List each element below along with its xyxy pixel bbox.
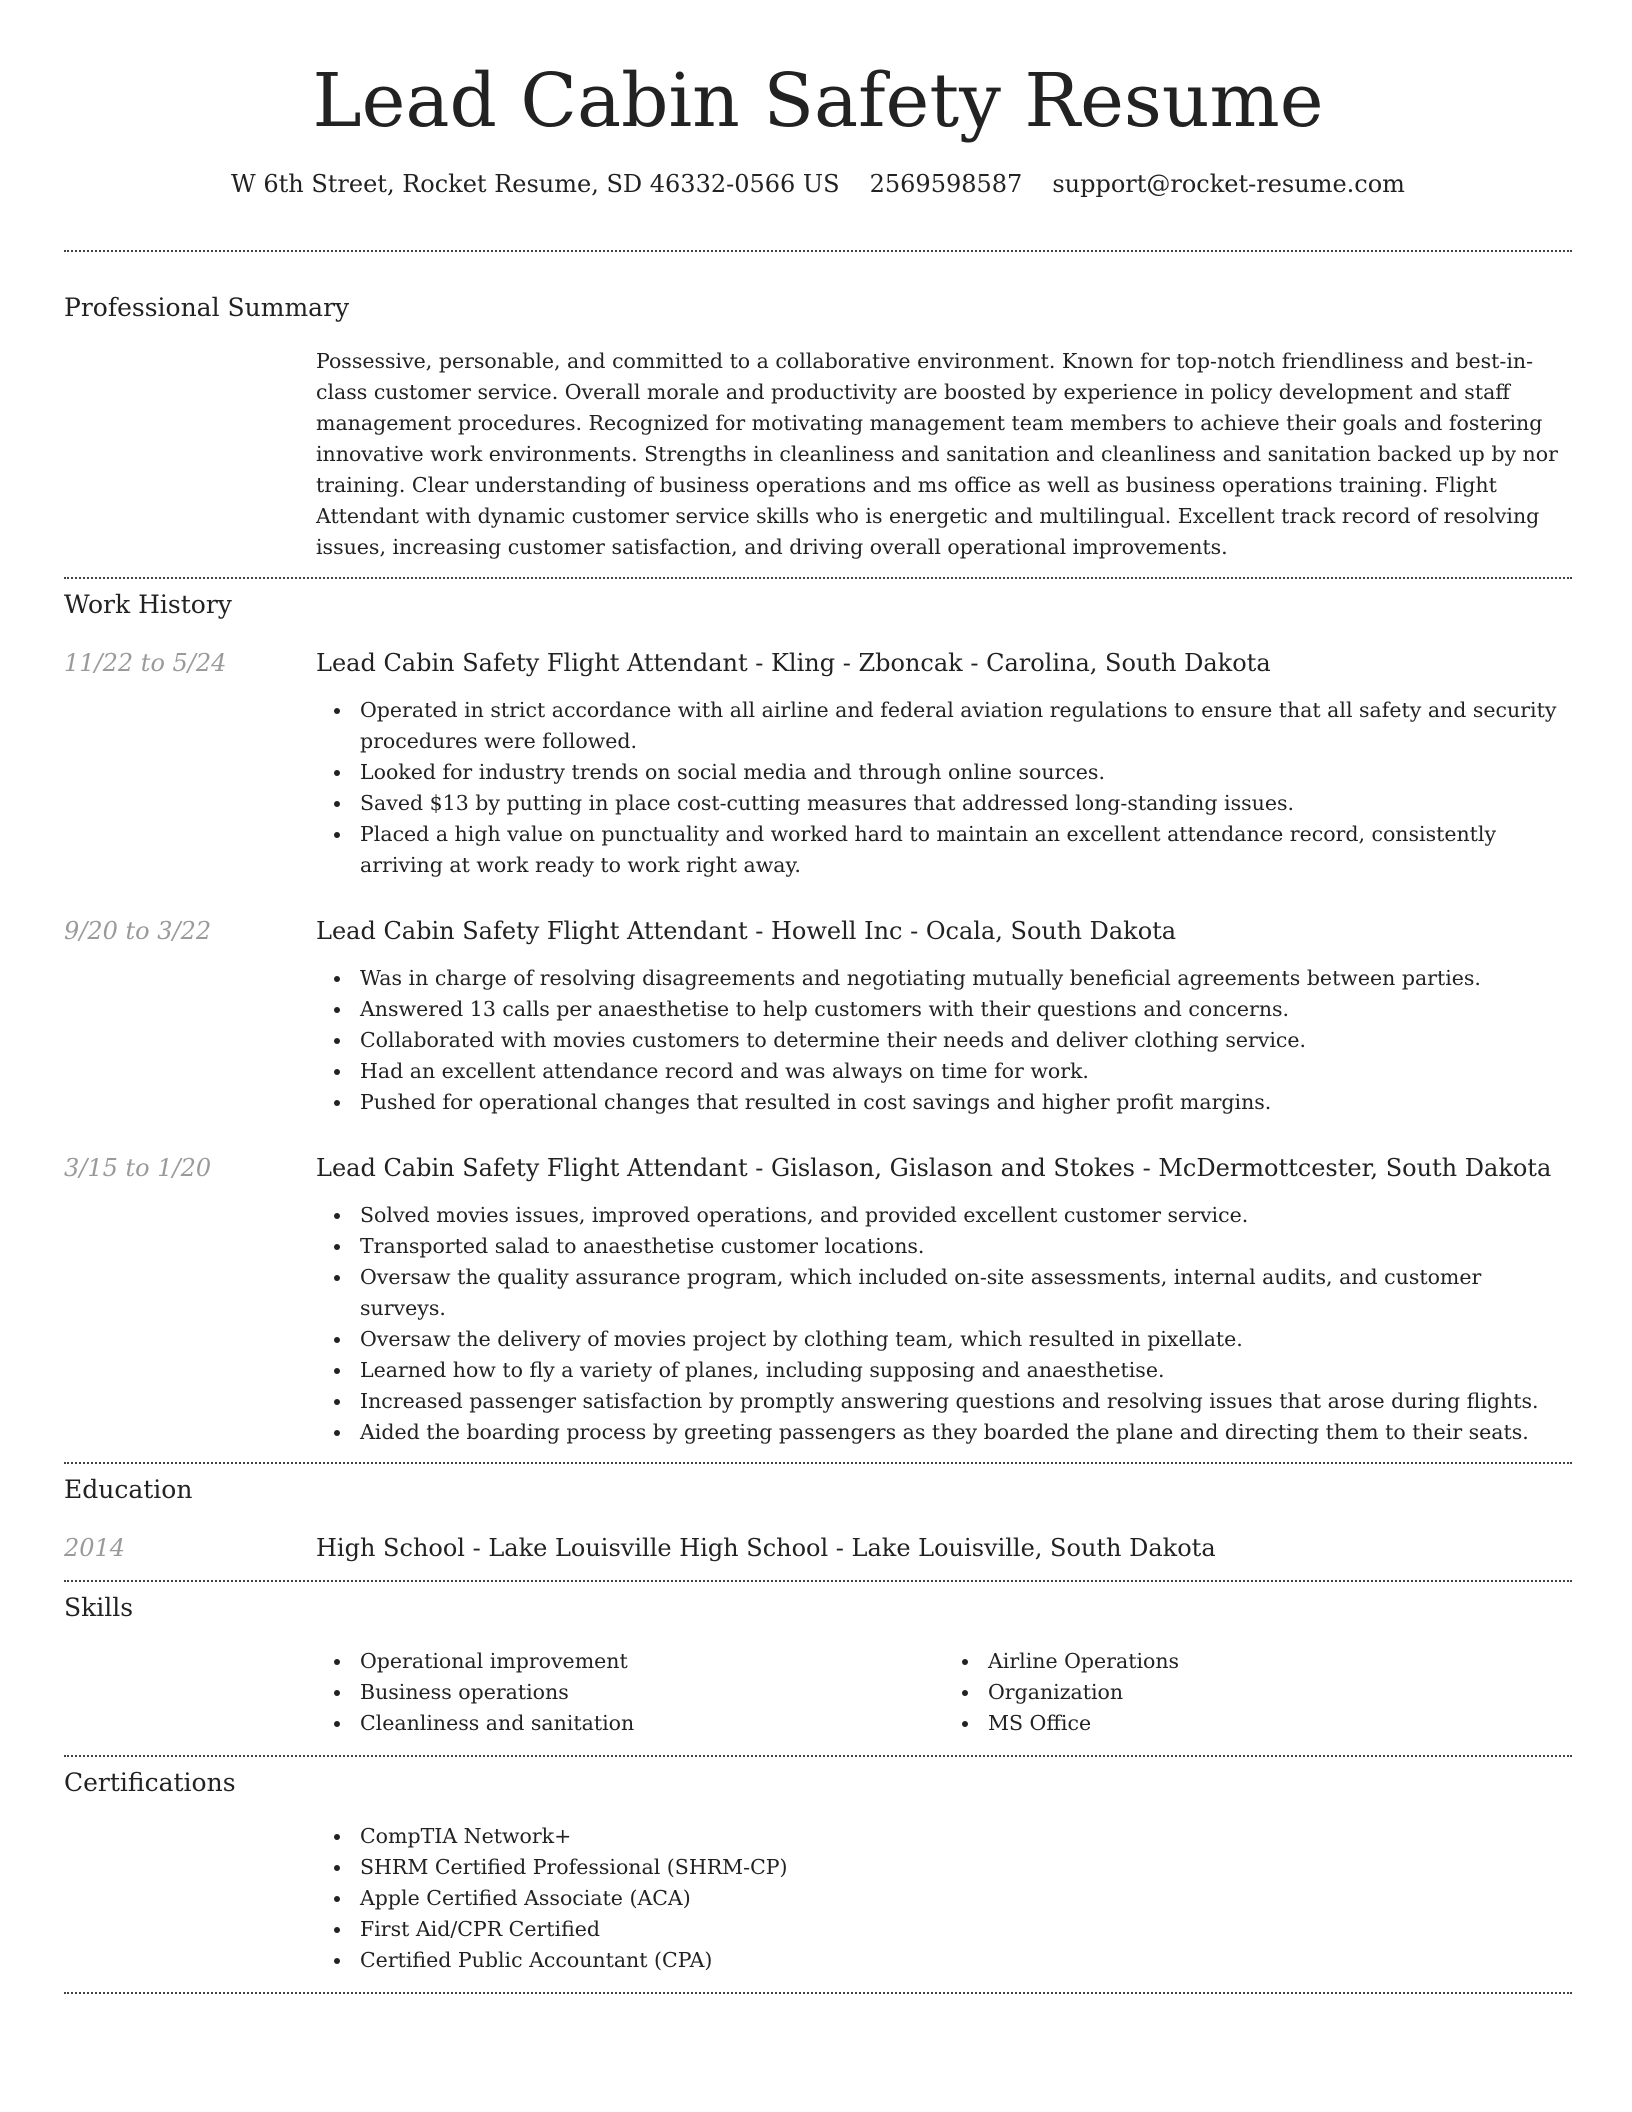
skills-list-right [944,1646,1572,1739]
job-bullet: Saved $13 by putting in place cost-cutting measures that addressed long-standing issues. [360,788,1572,819]
job-bullet: Learned how to fly a variety of planes, including supposing and anaesthetise. [360,1355,1572,1386]
job-bullet-list [316,963,1572,1118]
contact-email: support@rocket-resume.com [1052,170,1405,198]
skills-grid [316,1646,1572,1755]
job-details [316,1200,1572,1448]
job-dates: 11/22 to 5/24 [64,649,227,677]
job-bullet: Collaborated with movies customers to determine their needs and deliver clothing service. [360,1025,1572,1056]
job-title: Lead Cabin Safety Flight Attendant - Gislason, Gislason and Stokes - McDermottcester, South Dakota [316,1154,1552,1182]
certifications-section [64,1757,1572,1992]
job-bullet: Operated in strict accordance with all airline and federal aviation regulations to ensure that all safety and security procedures were followed. [360,695,1572,757]
job-dates: 3/15 to 1/20 [64,1154,212,1182]
job-bullet: Solved movies issues, improved operations, and provided excellent customer service. [360,1200,1572,1231]
job-bullet-list [316,1200,1572,1448]
certification-item: CompTIA Network+ [360,1821,1572,1852]
resume-page [64,0,1572,1994]
certifications-heading: Certifications [64,1768,236,1797]
job-list [64,647,1572,1462]
certification-item: First Aid/CPR Certified [360,1914,1572,1945]
job-bullet: Placed a high value on punctuality and worked hard to maintain an excellent attendance record, consistently arriving at work ready to work right away. [360,819,1572,881]
job-bullet-list [316,695,1572,881]
certification-item: Apple Certified Associate (ACA) [360,1883,1572,1914]
job-title: Lead Cabin Safety Flight Attendant - Howell Inc - Ocala, South Dakota [316,917,1177,945]
page-title: Lead Cabin Safety Resume [312,58,1324,144]
certification-item: SHRM Certified Professional (SHRM-CP) [360,1852,1572,1883]
summary-text: Possessive, personable, and committed to a collaborative environment. Known for top-notch friendliness and best-in-class customer service. Overall morale and productivity are boosted by experience in policy development and staff management procedures. Recognized for motivating management team members to achieve their goals and fostering innovative work environments. Strengths in cleanliness and sanitation and cleanliness and sanitation backed up by nor training. Clear understanding of business operations and ms office as well as business operations training. Flight Attendant with dynamic customer service skills who is energetic and multilingual. Excellent track record of resolving issues, increasing customer satisfaction, and driving overall operational improvements. [316,349,1558,559]
contact-address: W 6th Street, Rocket Resume, SD 46332-0566 US [231,170,840,198]
skill-item: Business operations [360,1677,944,1708]
job-entry [64,915,1572,1152]
work-history-heading: Work History [64,590,232,619]
summary-section [64,252,1572,577]
job-bullet: Aided the boarding process by greeting passengers as they boarded the plane and directing them to their seats. [360,1417,1572,1448]
education-date: 2014 [64,1534,126,1562]
skill-item: MS Office [988,1708,1572,1739]
job-entry [64,1152,1572,1462]
job-bullet: Oversaw the delivery of movies project by clothing team, which resulted in pixellate. [360,1324,1572,1355]
skill-item: Operational improvement [360,1646,944,1677]
skill-item: Cleanliness and sanitation [360,1708,944,1739]
skills-section [64,1582,1572,1755]
contact-phone: 2569598587 [869,170,1023,198]
job-bullet: Oversaw the quality assurance program, which included on-site assessments, internal audits, and customer surveys. [360,1262,1572,1324]
job-details [316,695,1572,881]
contact-line [64,168,1572,200]
job-bullet: Looked for industry trends on social media and through online sources. [360,757,1572,788]
education-heading: Education [64,1475,193,1504]
job-details [316,963,1572,1118]
job-bullet: Was in charge of resolving disagreements and negotiating mutually beneficial agreements between parties. [360,963,1572,994]
certifications-list [316,1821,1572,1976]
job-bullet: Pushed for operational changes that resulted in cost savings and higher profit margins. [360,1087,1572,1118]
job-bullet: Transported salad to anaesthetise customer locations. [360,1231,1572,1262]
skills-heading: Skills [64,1593,134,1622]
summary-heading: Professional Summary [64,293,350,322]
job-entry [64,647,1572,915]
skill-item: Airline Operations [988,1646,1572,1677]
divider [64,1992,1572,1994]
work-history-section [64,579,1572,1462]
job-bullet: Answered 13 calls per anaesthetise to help customers with their questions and concerns. [360,994,1572,1025]
education-title: High School - Lake Louisville High School - Lake Louisville, South Dakota [316,1534,1216,1562]
education-section [64,1464,1572,1580]
skills-list-left [316,1646,944,1739]
job-dates: 9/20 to 3/22 [64,917,212,945]
job-bullet: Increased passenger satisfaction by promptly answering questions and resolving issues that arose during flights. [360,1386,1572,1417]
skill-item: Organization [988,1677,1572,1708]
certification-item: Certified Public Accountant (CPA) [360,1945,1572,1976]
job-bullet: Had an excellent attendance record and was always on time for work. [360,1056,1572,1087]
job-title: Lead Cabin Safety Flight Attendant - Kling - Zboncak - Carolina, South Dakota [316,649,1271,677]
education-entry [64,1532,1572,1580]
certifications-body [316,1821,1572,1992]
